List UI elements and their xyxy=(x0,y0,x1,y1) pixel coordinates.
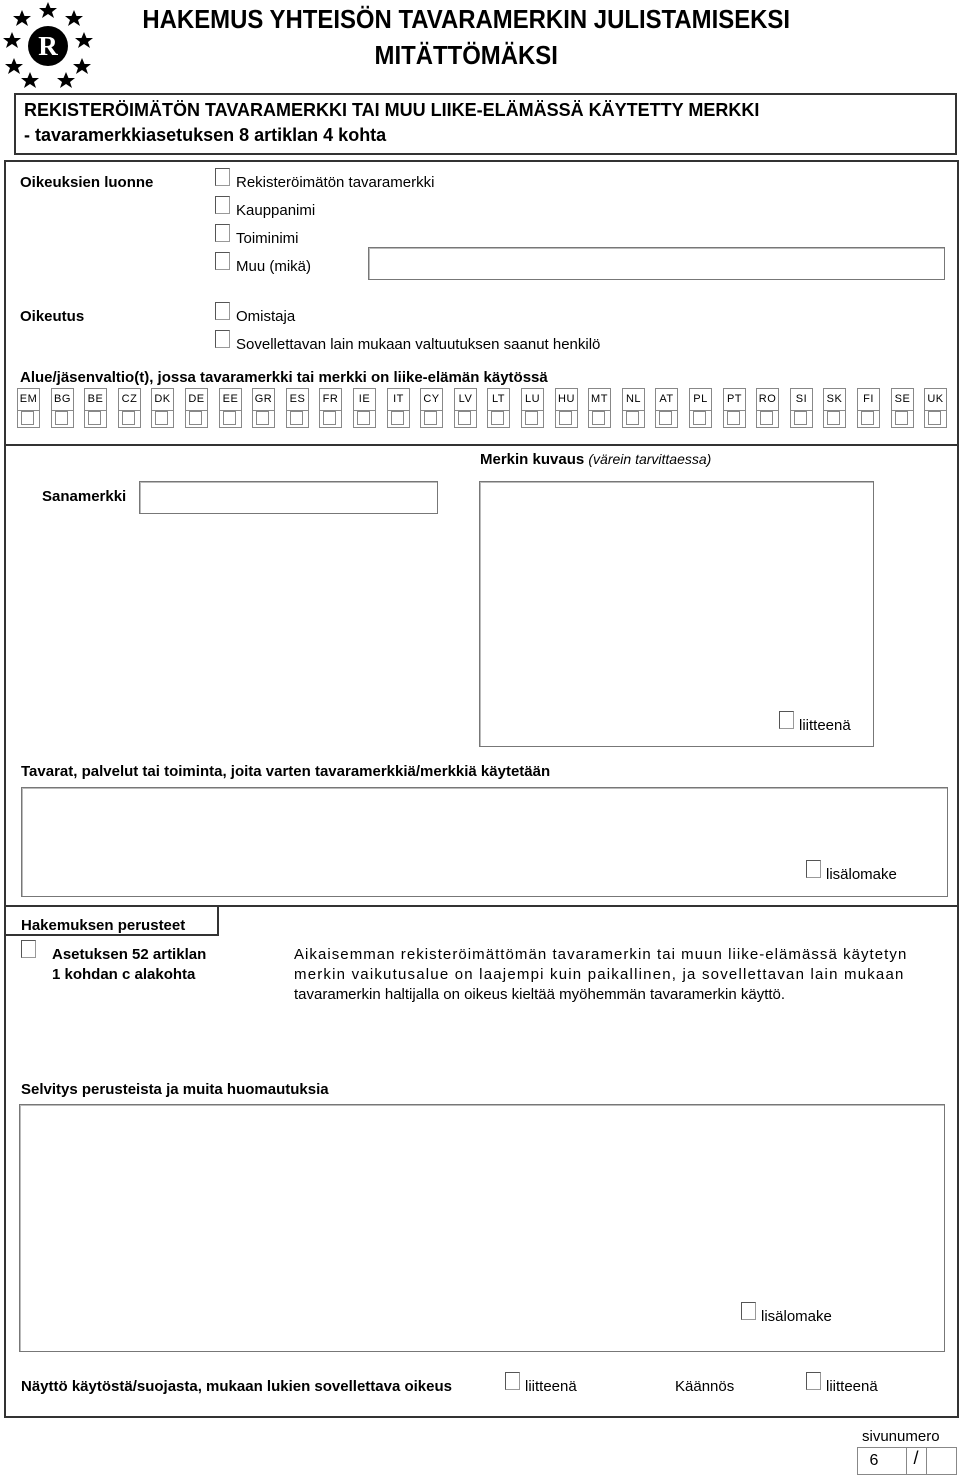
country-checkbox[interactable] xyxy=(424,411,437,425)
country-checkbox[interactable] xyxy=(256,411,269,425)
grounds-text-line: Aikaisemman rekisteröimättömän tavaramerkin tai muun liike-elämässä käytetyn xyxy=(294,946,908,963)
country-code-label: DE xyxy=(186,389,207,411)
page-number-separator: / xyxy=(913,1448,919,1468)
country-gr[interactable] xyxy=(252,388,275,428)
country-em[interactable] xyxy=(17,388,40,428)
unregistered-mark-label: Rekisteröimätön tavaramerkki xyxy=(236,174,435,191)
word-mark-input[interactable] xyxy=(139,481,438,514)
translation-label: Käännös xyxy=(675,1378,735,1395)
country-checkbox[interactable] xyxy=(760,411,773,425)
evidence-attached-label: liitteenä xyxy=(525,1378,577,1395)
country-code-label: FI xyxy=(858,389,879,411)
country-checkbox[interactable] xyxy=(895,411,908,425)
country-lu[interactable] xyxy=(521,388,544,428)
territory-label: Alue/jäsenvaltio(t), jossa tavaramerkki tai merkki on liike-elämän käytössä xyxy=(20,369,548,386)
country-code-label: IE xyxy=(354,389,375,411)
country-checkbox[interactable] xyxy=(559,411,572,425)
country-code-label: RO xyxy=(757,389,778,411)
translation-attached-checkbox[interactable] xyxy=(806,1372,821,1390)
page-number-divider xyxy=(926,1448,927,1474)
country-code-label: CZ xyxy=(119,389,140,411)
country-ee[interactable] xyxy=(219,388,242,428)
goods-extra-checkbox[interactable] xyxy=(806,860,821,878)
country-si[interactable] xyxy=(790,388,813,428)
mark-description-title: Merkin kuvaus xyxy=(480,451,585,468)
country-checkbox[interactable] xyxy=(290,411,303,425)
country-checkbox[interactable] xyxy=(928,411,941,425)
grounds-text-line: merkin vaikutusalue on laajempi kuin paikallinen, ja sovellettavan lain mukaan xyxy=(294,966,905,983)
country-code-label: FR xyxy=(320,389,341,411)
authorized-person-checkbox[interactable] xyxy=(215,330,230,348)
trade-name-label: Kauppanimi xyxy=(236,202,316,219)
country-code-label: PL xyxy=(690,389,711,411)
page-title: HAKEMUS YHTEISÖN TAVARAMERKIN JULISTAMISEKSI xyxy=(142,4,791,34)
country-be[interactable] xyxy=(84,388,107,428)
country-code-label: GR xyxy=(253,389,274,411)
country-checkbox[interactable] xyxy=(189,411,202,425)
company-name-checkbox[interactable] xyxy=(215,224,230,242)
other-right-checkbox[interactable] xyxy=(215,252,230,270)
country-lt[interactable] xyxy=(487,388,510,428)
country-es[interactable] xyxy=(286,388,309,428)
country-checkbox[interactable] xyxy=(458,411,471,425)
mark-description-box[interactable] xyxy=(479,481,874,747)
evidence-label: Näyttö käytöstä/suojasta, mukaan lukien sovellettava oikeus xyxy=(21,1378,453,1395)
country-pl[interactable] xyxy=(689,388,712,428)
country-code-label: PT xyxy=(724,389,745,411)
rights-nature-label: Oikeuksien luonne xyxy=(20,174,154,191)
country-checkbox[interactable] xyxy=(223,411,236,425)
country-checkbox[interactable] xyxy=(626,411,639,425)
country-bg[interactable] xyxy=(51,388,74,428)
goods-extra-label: lisälomake xyxy=(826,866,897,883)
grounds-tab-label: Hakemuksen perusteet xyxy=(21,917,186,934)
evidence-attached-checkbox[interactable] xyxy=(505,1372,520,1390)
ohim-logo-icon xyxy=(2,0,94,88)
country-checkbox[interactable] xyxy=(525,411,538,425)
owner-checkbox[interactable] xyxy=(215,302,230,320)
country-code-label: CY xyxy=(421,389,442,411)
country-hu[interactable] xyxy=(555,388,578,428)
mark-attached-label: liitteenä xyxy=(799,717,851,734)
country-checkbox[interactable] xyxy=(323,411,336,425)
translation-attached-label: liitteenä xyxy=(826,1378,878,1395)
country-checkbox[interactable] xyxy=(55,411,68,425)
grounds-article-checkbox[interactable] xyxy=(21,940,36,958)
country-checkbox[interactable] xyxy=(155,411,168,425)
page-title-line2: MITÄTTÖMÄKSI xyxy=(374,40,558,70)
country-code-label: LU xyxy=(522,389,543,411)
country-code-label: NL xyxy=(623,389,644,411)
grounds-article-label-2: 1 kohdan c alakohta xyxy=(52,966,196,983)
country-code-label: HU xyxy=(556,389,577,411)
country-code-label: ES xyxy=(287,389,308,411)
entitlement-label: Oikeutus xyxy=(20,308,85,325)
country-checkbox[interactable] xyxy=(659,411,672,425)
country-code-label: EE xyxy=(220,389,241,411)
country-cy[interactable] xyxy=(420,388,443,428)
svg-text:R: R xyxy=(38,31,58,61)
section-subtitle: - tavaramerkkiasetuksen 8 artiklan 4 kohta xyxy=(24,125,387,145)
country-ie[interactable] xyxy=(353,388,376,428)
country-code-label: AT xyxy=(656,389,677,411)
country-checkbox[interactable] xyxy=(491,411,504,425)
section-title: REKISTERÖIMÄTÖN TAVARAMERKKI TAI MUU LIIKE-ELÄMÄSSÄ KÄYTETTY MERKKI xyxy=(24,100,760,120)
country-code-label: MT xyxy=(589,389,610,411)
word-mark-label: Sanamerkki xyxy=(42,488,127,505)
country-checkbox[interactable] xyxy=(827,411,840,425)
country-checkbox[interactable] xyxy=(122,411,135,425)
country-ro[interactable] xyxy=(756,388,779,428)
country-checkbox[interactable] xyxy=(592,411,605,425)
explanation-extra-checkbox[interactable] xyxy=(741,1302,756,1320)
goods-input[interactable] xyxy=(21,787,948,897)
country-code-label: SI xyxy=(791,389,812,411)
country-checkbox[interactable] xyxy=(357,411,370,425)
country-code-label: SE xyxy=(892,389,913,411)
explanation-extra-label: lisälomake xyxy=(761,1308,832,1325)
country-at[interactable] xyxy=(655,388,678,428)
mark-description-hint: (värein tarvittaessa) xyxy=(588,451,712,467)
unregistered-mark-checkbox[interactable] xyxy=(215,168,230,186)
country-code-label: LV xyxy=(455,389,476,411)
logo xyxy=(2,0,94,88)
country-se[interactable] xyxy=(891,388,914,428)
owner-label: Omistaja xyxy=(236,308,296,325)
country-checkbox[interactable] xyxy=(794,411,807,425)
country-it[interactable] xyxy=(387,388,410,428)
trade-name-checkbox[interactable] xyxy=(215,196,230,214)
country-uk[interactable] xyxy=(924,388,947,428)
page-number-current[interactable]: 6 xyxy=(869,1452,879,1469)
country-code-label: EM xyxy=(18,389,39,411)
country-dk[interactable] xyxy=(151,388,174,428)
country-mt[interactable] xyxy=(588,388,611,428)
country-code-label: LT xyxy=(488,389,509,411)
country-checkbox[interactable] xyxy=(693,411,706,425)
goods-label: Tavarat, palvelut tai toiminta, joita varten tavaramerkkiä/merkkiä käytetään xyxy=(21,763,551,780)
page-number-label: sivunumero xyxy=(862,1428,940,1445)
mark-description-label xyxy=(480,451,711,468)
country-cz[interactable] xyxy=(118,388,141,428)
grounds-text-line: tavaramerkin haltijalla on oikeus kieltää myöhemmän tavaramerkin käyttö. xyxy=(294,986,786,1003)
country-code-label: UK xyxy=(925,389,946,411)
country-code-label: DK xyxy=(152,389,173,411)
divider xyxy=(4,444,959,446)
country-checkbox[interactable] xyxy=(861,411,874,425)
company-name-label: Toiminimi xyxy=(236,230,299,247)
explanation-label: Selvitys perusteista ja muita huomautuksia xyxy=(21,1081,329,1098)
country-checkbox[interactable] xyxy=(88,411,101,425)
country-fi[interactable] xyxy=(857,388,880,428)
grounds-article-label: Asetuksen 52 artiklan xyxy=(52,946,207,963)
page-number-box xyxy=(857,1447,957,1475)
authorized-person-label: Sovellettavan lain mukaan valtuutuksen saanut henkilö xyxy=(236,336,601,353)
country-checkbox[interactable] xyxy=(391,411,404,425)
other-right-input[interactable] xyxy=(368,247,945,280)
country-code-label: SK xyxy=(824,389,845,411)
country-sk[interactable] xyxy=(823,388,846,428)
country-de[interactable] xyxy=(185,388,208,428)
country-pt[interactable] xyxy=(723,388,746,428)
country-checkbox[interactable] xyxy=(727,411,740,425)
other-right-label: Muu (mikä) xyxy=(236,258,312,275)
country-fr[interactable] xyxy=(319,388,342,428)
country-code-label: IT xyxy=(388,389,409,411)
country-code-label: BG xyxy=(52,389,73,411)
country-lv[interactable] xyxy=(454,388,477,428)
mark-attached-checkbox[interactable] xyxy=(779,711,794,729)
country-code-label: BE xyxy=(85,389,106,411)
country-nl[interactable] xyxy=(622,388,645,428)
country-checkbox[interactable] xyxy=(21,411,34,425)
